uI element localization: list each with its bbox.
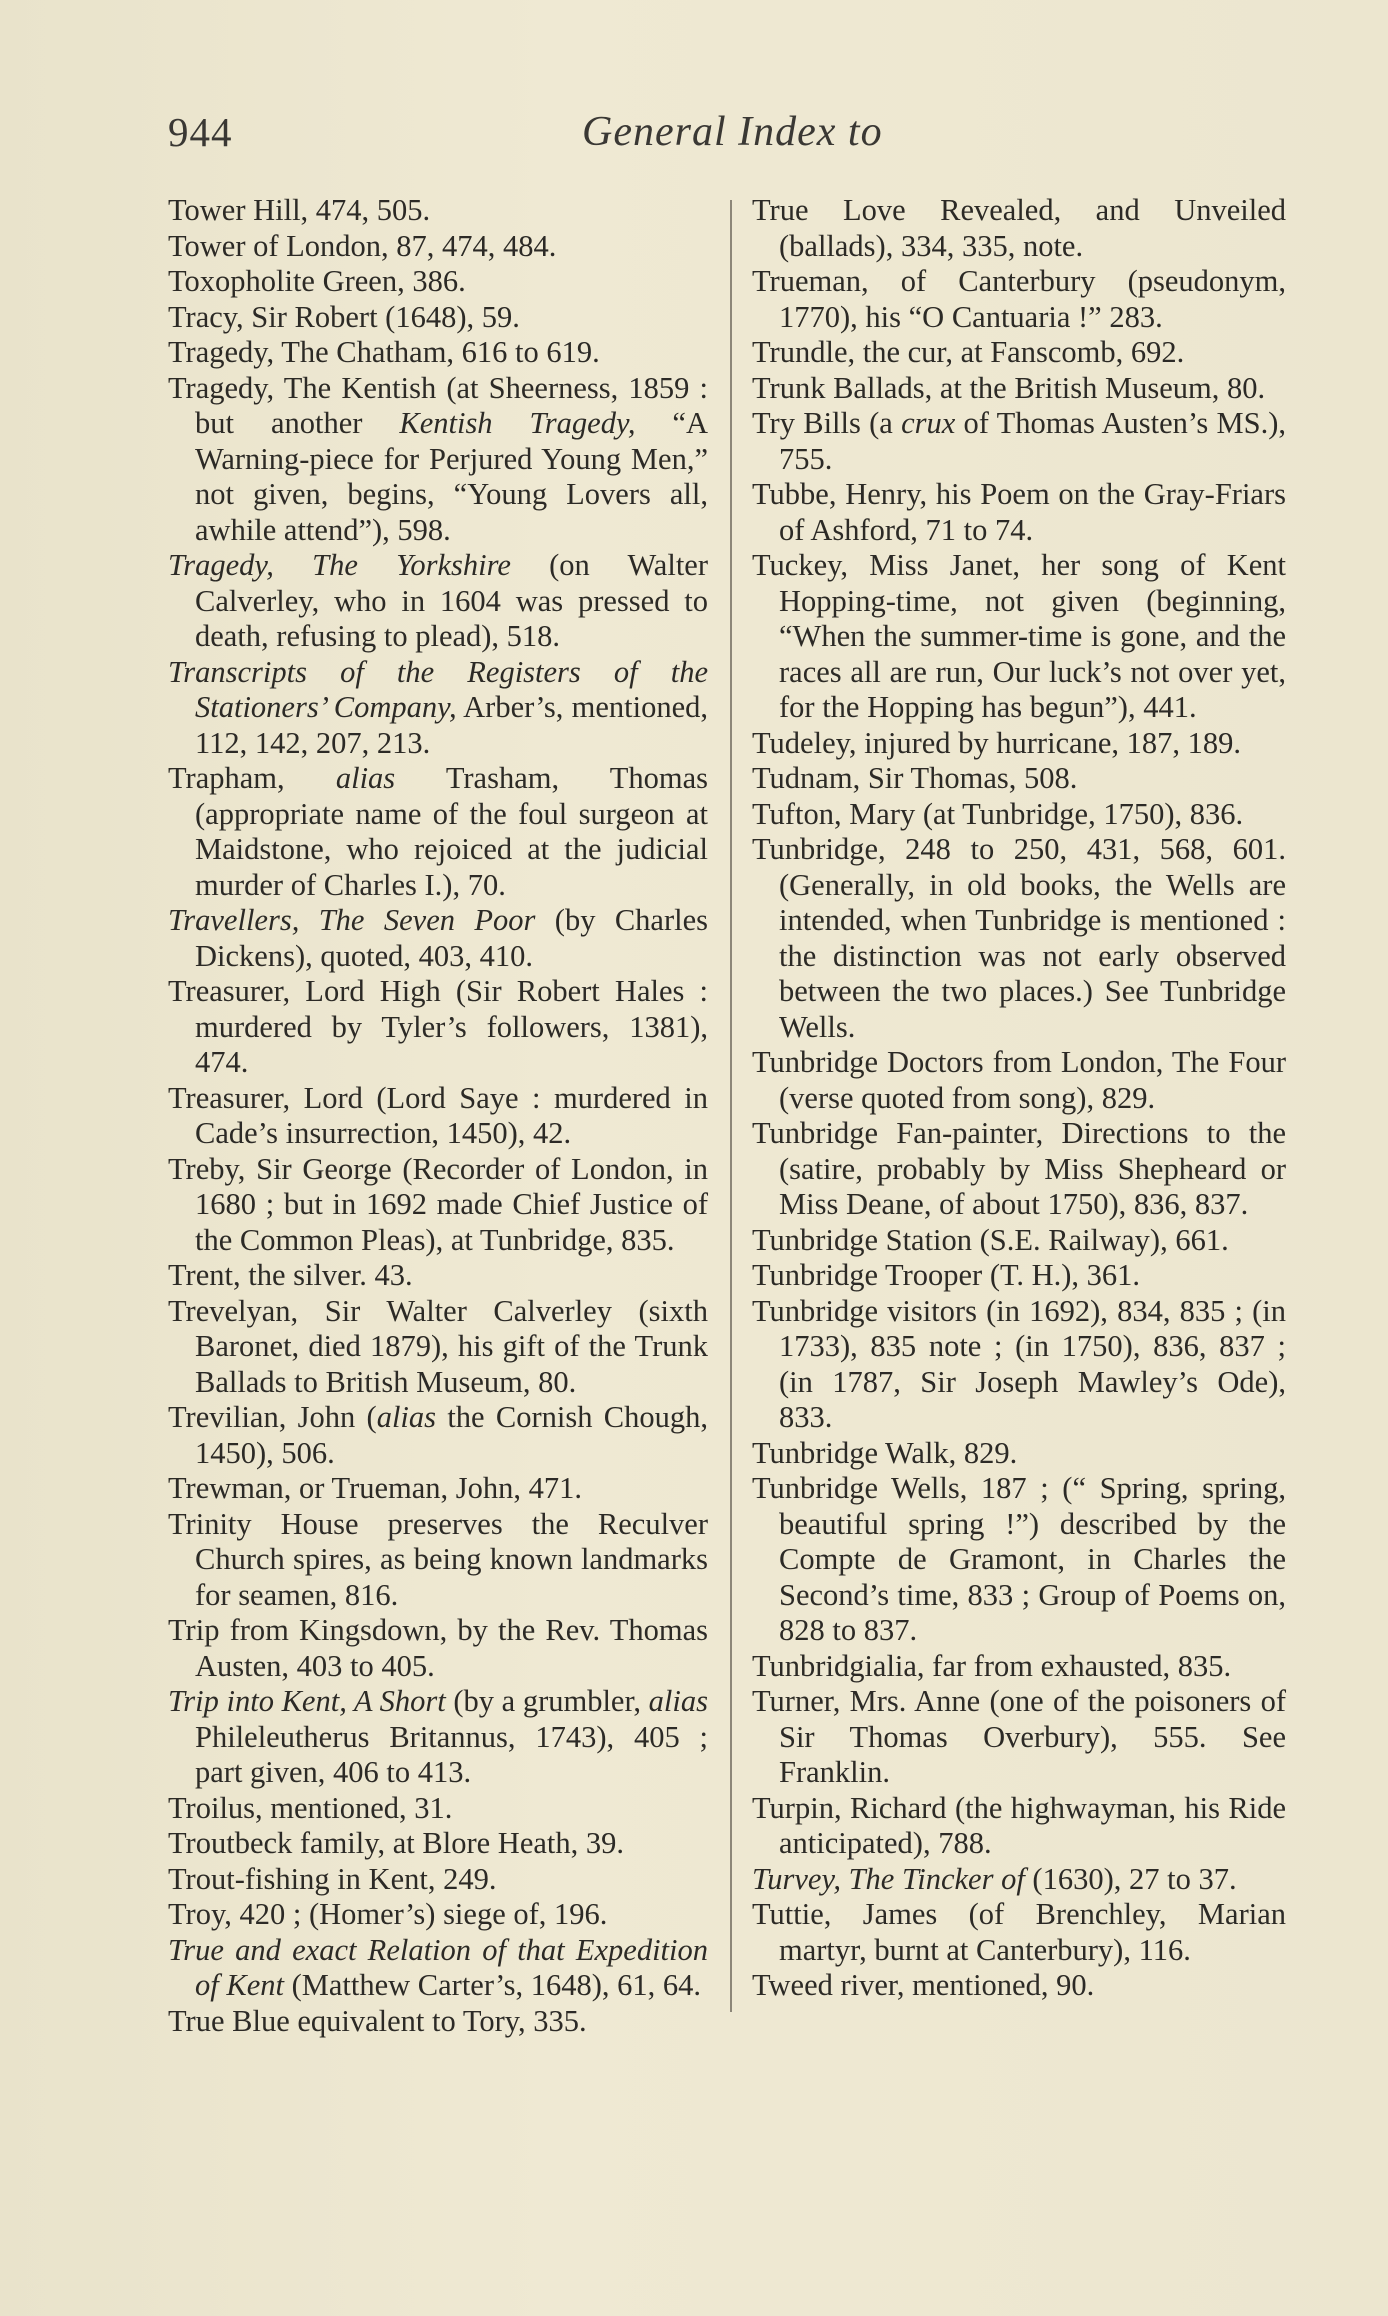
entry-text: (by a grumbler, <box>445 1684 649 1718</box>
index-entry <box>752 264 1286 335</box>
index-entry <box>168 1471 708 1507</box>
index-entry <box>168 1294 708 1401</box>
entry-text: Tunbridge Trooper (T. H.), 361. <box>752 1258 1141 1292</box>
entry-text: True Love Revealed, and Unveiled (ballads), 334, 335, note. <box>752 193 1286 263</box>
entry-text: Tudnam, Sir Thomas, 508. <box>752 761 1078 795</box>
entry-text: Tweed river, mentioned, 90. <box>752 1968 1095 2002</box>
entry-text: Tracy, Sir Robert (1648), 59. <box>168 299 520 334</box>
index-entry <box>752 761 1286 797</box>
index-entry <box>752 1223 1286 1259</box>
index-entry <box>168 1862 708 1898</box>
index-entry <box>168 300 708 336</box>
entry-italic-text: Turvey, The Tincker of <box>752 1861 1025 1896</box>
entry-text: Arber’s, mentioned, 112, 142, 207, 213. <box>195 690 708 760</box>
entry-italic-text: alias <box>648 1684 708 1718</box>
entry-text: Troutbeck family, at Blore Heath, 39. <box>168 1826 624 1860</box>
entry-text: Treasurer, Lord (Lord Saye : murdered in Cade’s insurrection, 1450), 42. <box>168 1080 708 1150</box>
entry-text: True Blue equivalent to Tory, 335. <box>168 2003 587 2038</box>
index-entry <box>168 903 708 974</box>
index-entry <box>168 1826 708 1862</box>
entry-text: Troilus, mentioned, 31. <box>168 1790 453 1825</box>
entry-text: Tower of London, 87, 474, 484. <box>168 228 557 263</box>
index-entry <box>168 1081 708 1152</box>
index-entry <box>168 1258 708 1294</box>
entry-text: Tubbe, Henry, his Poem on the Gray-Friars of Ashford, 71 to 74. <box>752 477 1286 547</box>
entry-italic-text: crux <box>901 406 956 440</box>
index-entry <box>168 761 708 903</box>
entry-text: Treasurer, Lord High (Sir Robert Hales : murdered by Tyler’s followers, 1381), 474. <box>168 974 708 1079</box>
index-entry <box>752 797 1286 833</box>
page-number: 944 <box>168 109 233 155</box>
entry-text: Trasham, Thomas (appropriate name of the foul surgeon at Maidstone, who rejoiced at the judicial murder of Charles I.), 70. <box>195 761 708 902</box>
entry-text: of Thomas Austen’s MS.), 755. <box>779 406 1286 476</box>
index-entry <box>752 548 1286 726</box>
entry-text: Trapham, <box>168 761 336 795</box>
entry-italic-text: alias <box>335 761 396 795</box>
entry-text: (on Walter Calverley, who in 1604 was pressed to death, refusing to plead), 518. <box>195 548 708 653</box>
index-entry <box>752 1471 1286 1649</box>
entry-text: Trundle, the cur, at Fanscomb, 692. <box>752 335 1185 369</box>
entry-text: Try Bills (a <box>752 406 902 440</box>
entry-italic-text: Kentish Tragedy, <box>399 406 636 440</box>
entry-text: Tunbridgialia, far from exhausted, 835. <box>752 1648 1232 1683</box>
entry-italic-text: Transcripts of the Registers of the Stationers’ Company, <box>168 654 708 724</box>
entry-text: Tragedy, The Chatham, 616 to 619. <box>168 335 600 369</box>
entry-text: (by Charles Dickens), quoted, 403, 410. <box>195 903 709 973</box>
entry-text: Trout-fishing in Kent, 249. <box>168 1861 497 1896</box>
index-entry <box>752 335 1286 371</box>
index-entry <box>168 974 708 1081</box>
entry-text: Trewman, or Trueman, John, 471. <box>168 1471 583 1505</box>
page-header <box>0 108 1388 168</box>
index-entry <box>752 1897 1286 1968</box>
index-entry <box>752 1258 1286 1294</box>
entry-italic-text: Travellers, The Seven Poor <box>168 903 536 937</box>
index-entry <box>168 1400 708 1471</box>
index-entry <box>752 477 1286 548</box>
entry-text: Tragedy, The Kentish (at Sheerness, 1859 : but another <box>168 370 708 440</box>
entry-text: Tunbridge visitors (in 1692), 834, 835 ; (in 1733), 835 note ; (in 1750), 836, 837 ; (in 1787, Sir Joseph Mawley’s Ode), 833. <box>752 1293 1286 1434</box>
entry-text: Tunbridge Station (S.E. Railway), 661. <box>752 1222 1229 1257</box>
entry-text: Treby, Sir George (Recorder of London, in 1680 ; but in 1692 made Chief Justice of the Common Pleas), at Tunbridge, 835. <box>168 1151 708 1257</box>
entry-text: Phileleutherus Britannus, 1743), 405 ; part given, 406 to 413. <box>195 1719 708 1789</box>
entry-text: “A Warning-piece for Perjured Young Men,” not given, begins, “Young Lovers all, awhile attend”), 598. <box>195 406 708 547</box>
entry-text: Tudeley, injured by hurricane, 187, 189. <box>752 725 1242 760</box>
right-index-column <box>752 193 1286 2004</box>
entry-text: Trip from Kingsdown, by the Rev. Thomas Austen, 403 to 405. <box>168 1613 708 1683</box>
entry-text: Tuttie, James (of Brenchley, Marian martyr, burnt at Canterbury), 116. <box>752 1897 1286 1967</box>
index-entry <box>752 1862 1286 1898</box>
entry-text: Trunk Ballads, at the British Museum, 80. <box>752 370 1266 405</box>
entry-text: Trent, the silver. 43. <box>168 1258 413 1292</box>
index-entry <box>752 1116 1286 1223</box>
entry-italic-text: True and exact Relation of that Expedition of Kent <box>168 1932 708 2002</box>
entry-text: Turner, Mrs. Anne (one of the poisoners of Sir Thomas Overbury), 555. See Franklin. <box>752 1684 1286 1789</box>
entry-text: Tunbridge Fan-painter, Directions to the (satire, probably by Miss Shepheard or Miss Deane, of about 1750), 836, 837. <box>752 1116 1286 1221</box>
entry-italic-text: alias <box>376 1400 437 1434</box>
index-entry <box>168 371 708 549</box>
index-entry <box>752 371 1286 407</box>
index-entry <box>168 1152 708 1259</box>
index-entry <box>752 1684 1286 1791</box>
entry-text: Trinity House preserves the Reculver Church spires, as being known landmarks for seamen, 816. <box>168 1506 708 1612</box>
entry-text: Trevelyan, Sir Walter Calverley (sixth Baronet, died 1879), his gift of the Trunk Ballads to British Museum, 80. <box>168 1293 708 1399</box>
entry-text: Tuckey, Miss Janet, her song of Kent Hopping-time, not given (beginning, “When the summer-time is gone, and the races all are run, Our luck’s not over yet, for the Hopping has begun”), 441. <box>752 548 1286 724</box>
entry-text: Tunbridge Doctors from London, The Four (verse quoted from song), 829. <box>752 1045 1286 1115</box>
index-entry <box>752 1968 1286 2004</box>
entry-text: (1630), 27 to 37. <box>1024 1861 1237 1896</box>
index-entry <box>752 1436 1286 1472</box>
index-entry <box>752 406 1286 477</box>
index-entry <box>168 2004 708 2040</box>
index-entry <box>168 548 708 655</box>
left-index-column <box>168 193 708 2039</box>
entry-text: Trueman, of Canterbury (pseudonym, 1770), his “O Cantuaria !” 283. <box>752 264 1286 334</box>
index-entry <box>168 1933 708 2004</box>
entry-text: Tufton, Mary (at Tunbridge, 1750), 836. <box>752 796 1244 831</box>
entry-text: Tunbridge Walk, 829. <box>752 1435 1018 1470</box>
column-divider <box>730 200 732 2012</box>
index-entry <box>752 832 1286 1045</box>
entry-text: (Matthew Carter’s, 1648), 61, 64. <box>283 1968 702 2002</box>
entry-italic-text: Trip into Kent, A Short <box>168 1684 446 1718</box>
index-entry <box>752 1294 1286 1436</box>
index-entry <box>168 335 708 371</box>
entry-text: Troy, 420 ; (Homer’s) siege of, 196. <box>168 1897 608 1931</box>
entry-text: Turpin, Richard (the highwayman, his Ride anticipated), 788. <box>752 1790 1286 1860</box>
index-entry <box>752 1791 1286 1862</box>
index-entry <box>168 1684 708 1791</box>
entry-text: Tunbridge Wells, 187 ; (“ Spring, spring, beautiful spring !”) described by the Compte de Gramont, in Charles the Second’s time, 833 ; Group of Poems on, 828 to 837. <box>752 1471 1286 1647</box>
index-entry <box>168 1897 708 1933</box>
entry-text: Tunbridge, 248 to 250, 431, 568, 601. (Generally, in old books, the Wells are intended, when Tunbridge is mentioned : the distinction was not early observed between the two places.) See Tunbridge Wells. <box>752 832 1286 1044</box>
index-entry <box>168 229 708 265</box>
index-entry <box>168 1507 708 1614</box>
index-entry <box>168 1613 708 1684</box>
entry-text: Tower Hill, 474, 505. <box>168 193 431 227</box>
index-entry <box>752 1045 1286 1116</box>
running-title: General Index to <box>582 109 883 155</box>
entry-text: Trevilian, John ( <box>168 1400 377 1434</box>
index-entry <box>168 264 708 300</box>
index-entry <box>168 1791 708 1827</box>
entry-text: Toxopholite Green, 386. <box>168 264 466 298</box>
entry-italic-text: Tragedy, The Yorkshire <box>168 548 511 582</box>
index-entry <box>752 726 1286 762</box>
entry-text: the Cornish Chough, 1450), 506. <box>195 1400 708 1470</box>
index-entry <box>752 193 1286 264</box>
index-entry <box>752 1649 1286 1685</box>
index-entry <box>168 655 708 762</box>
index-entry <box>168 193 708 229</box>
